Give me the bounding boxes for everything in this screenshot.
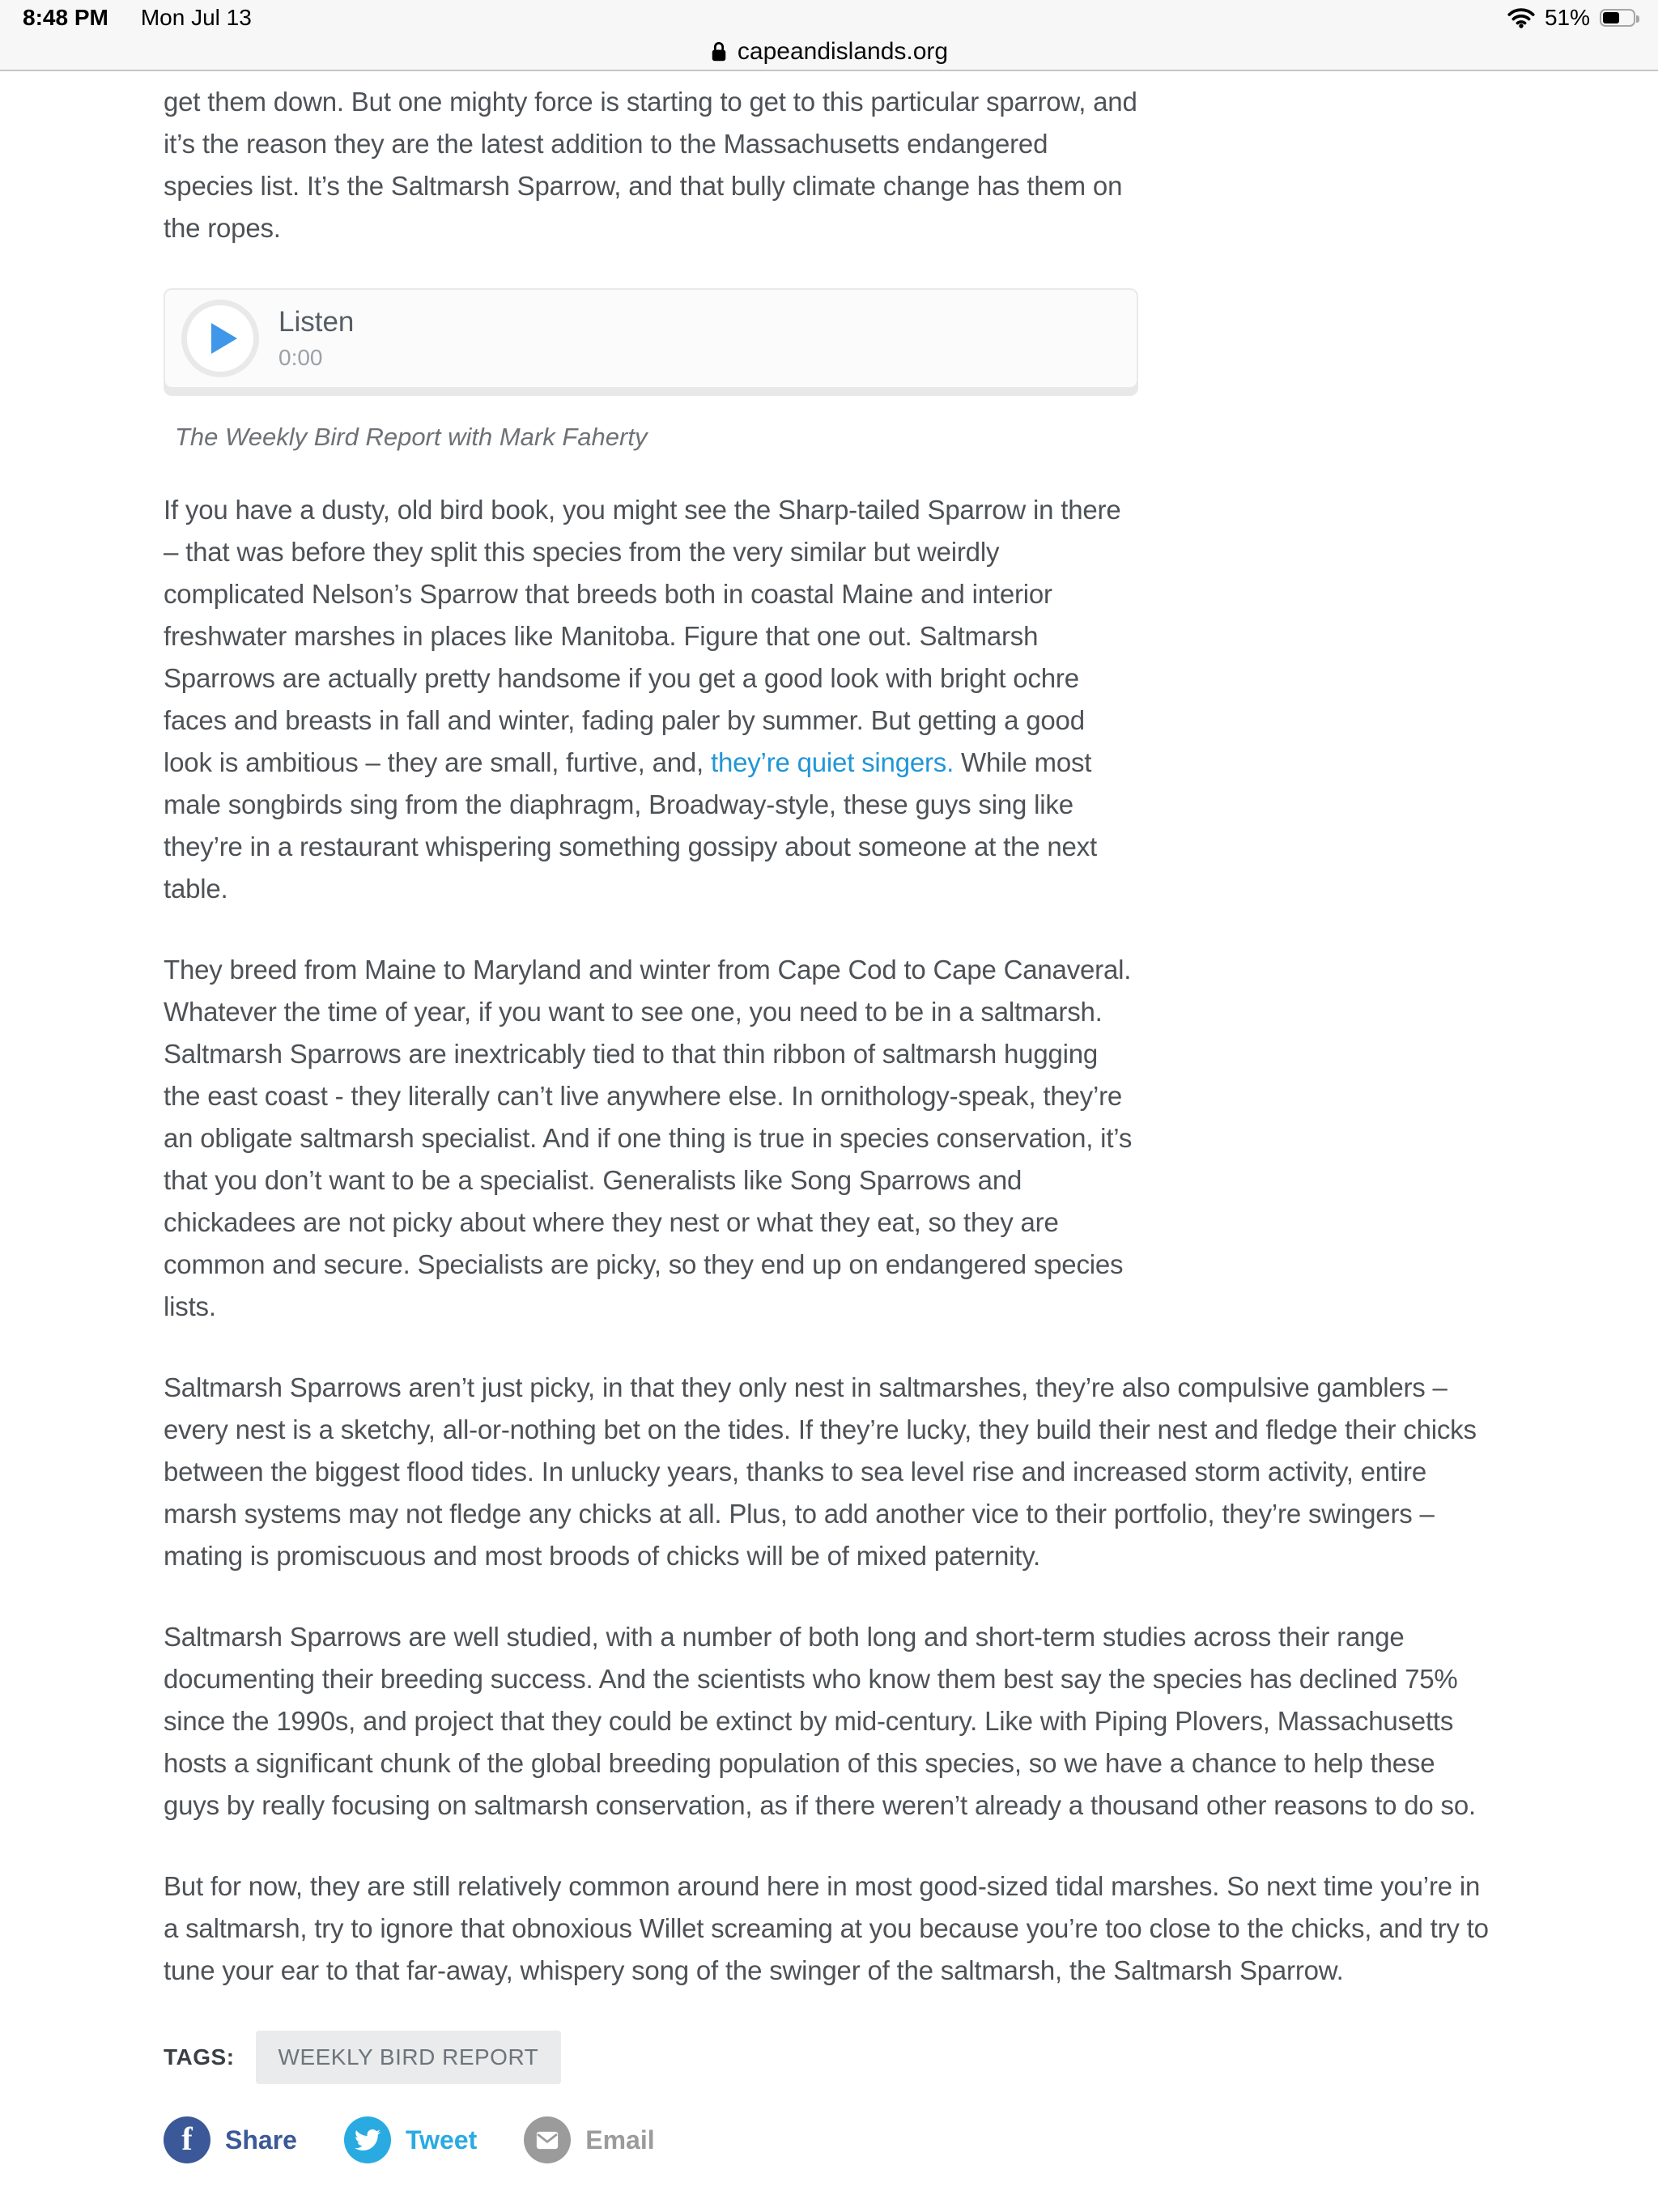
article-paragraph-4: Saltmarsh Sparrows aren’t just picky, in that they only nest in saltmarshes, they’re also compulsive gamblers – every nest is a sketchy, all-or-nothing bet on the tides. If they’re lucky, they build their nest and fledge their chicks between the biggest flood tides. In unlucky years, thanks to sea level rise and increased storm activity, entire marsh systems may not fledge any chicks at all. Plus, to add another vice to their portfolio, they’re swingers – mating is promiscuous and most broods of chicks will be of mixed paternity. bbox=[164, 1372, 1477, 1571]
article-paragraph-6: But for now, they are still relatively common around here in most good-sized tidal marshes. So next time you’re in a saltmarsh, try to ignore that obnoxious Willet screaming at you because you’re too close to the chicks, and try to tune your ear to that far-away, whispery song of the swinger of the saltmarsh, the Saltmarsh Sparrow. bbox=[164, 1871, 1489, 1985]
email-envelope-icon bbox=[524, 2116, 571, 2163]
share-row bbox=[164, 2116, 1494, 2163]
battery-fill bbox=[1603, 12, 1619, 23]
article-float-whitespace bbox=[1138, 81, 1494, 1268]
url-row bbox=[23, 34, 1635, 70]
audio-player-meta bbox=[278, 306, 354, 370]
tags-label: TAGS: bbox=[164, 2044, 235, 2069]
status-left bbox=[23, 5, 252, 31]
status-bar bbox=[23, 2, 1635, 34]
article-content bbox=[0, 71, 1658, 2163]
email-share-button[interactable] bbox=[524, 2116, 654, 2163]
facebook-share-label: Share bbox=[225, 2125, 297, 2155]
tweet-label: Tweet bbox=[405, 2125, 478, 2155]
facebook-share-button[interactable] bbox=[164, 2116, 297, 2163]
lock-icon bbox=[710, 40, 728, 63]
facebook-f-glyph: f bbox=[181, 2121, 193, 2157]
audio-player-title: Listen bbox=[278, 306, 355, 338]
paragraph-text: While most male songbirds sing from the diaphragm, Broadway-style, these guys sing like they’re in a restaurant whispering something gossipy about someone at the next table. bbox=[164, 747, 1097, 904]
audio-caption: The Weekly Bird Report with Mark Faherty bbox=[175, 423, 648, 451]
play-icon bbox=[211, 323, 237, 354]
wifi-icon bbox=[1507, 7, 1535, 28]
play-button[interactable] bbox=[181, 300, 259, 377]
tags-row bbox=[164, 2031, 1494, 2084]
article-paragraph-1: get them down. But one mighty force is starting to get to this particular sparrow, and it’s the reason they are the latest addition to the Massachusetts endangered species list. It’s the Saltmarsh Sparrow, and that bully climate change has them on the ropes. bbox=[164, 87, 1137, 243]
twitter-bird-icon bbox=[344, 2116, 391, 2163]
battery-percent: 51% bbox=[1544, 5, 1590, 30]
address-bar[interactable] bbox=[710, 38, 948, 66]
audio-player-elapsed-time: 0:00 bbox=[278, 344, 323, 370]
battery-icon bbox=[1600, 9, 1635, 27]
email-share-label: Email bbox=[585, 2125, 655, 2155]
status-right bbox=[1507, 5, 1635, 31]
article-paragraph-3: They breed from Maine to Maryland and winter from Cape Cod to Cape Canaveral. Whatever the time of year, if you want to see one, you need to be in a saltmarsh. Saltmarsh Sparrows are inextricably tied to that thin ribbon of saltmarsh hugging the east coast - they literally can’t live anywhere else. In ornithology-speak, they’re an obligate saltmarsh specialist. And if one thing is true in species conservation, it’s that you don’t want to be a specialist. Generalists like Song Sparrows and chickadees are not picky about where they nest or what they eat, so they are common and secure. Specialists are picky, so they end up on endangered species lists. bbox=[164, 955, 1133, 1321]
battery-nub bbox=[1636, 15, 1639, 23]
audio-player bbox=[164, 288, 1138, 389]
tweet-button[interactable] bbox=[344, 2116, 477, 2163]
paragraph-text: If you have a dusty, old bird book, you might see the Sharp-tailed Sparrow in there – that was before they split this species from the very similar but weirdly complicated Nelson’s Sparrow that breeds both in coastal Maine and interior freshwater marshes in places like Manitoba. Figure that one out. Saltmarsh Sparrows are actually pretty handsome if you get a good look with bright ochre faces and breasts in fall and winter, fading paler by summer. But getting a good look is ambitious – they are small, furtive, and, bbox=[164, 495, 1121, 777]
article-paragraph-5: Saltmarsh Sparrows are well studied, with a number of both long and short-term studies across their range documenting their breeding success. And the scientists who know them best say the species has declined 75% since the 1990s, and project that they could be extinct by mid-century. Like with Piping Plovers, Massachusetts hosts a significant chunk of the global breeding population of this species, so we have a chance to help these guys by really focusing on saltmarsh conservation, as if there weren’t already a thousand other reasons to do so. bbox=[164, 1622, 1476, 1820]
facebook-icon bbox=[164, 2116, 210, 2163]
status-date: Mon Jul 13 bbox=[140, 5, 252, 30]
status-time: 8:48 PM bbox=[23, 5, 108, 30]
tag-weekly-bird-report[interactable]: WEEKLY BIRD REPORT bbox=[256, 2031, 562, 2084]
url-text: capeandislands.org bbox=[737, 38, 949, 65]
safari-top-bar bbox=[0, 0, 1658, 71]
quiet-singers-link[interactable]: they’re quiet singers. bbox=[710, 747, 954, 777]
